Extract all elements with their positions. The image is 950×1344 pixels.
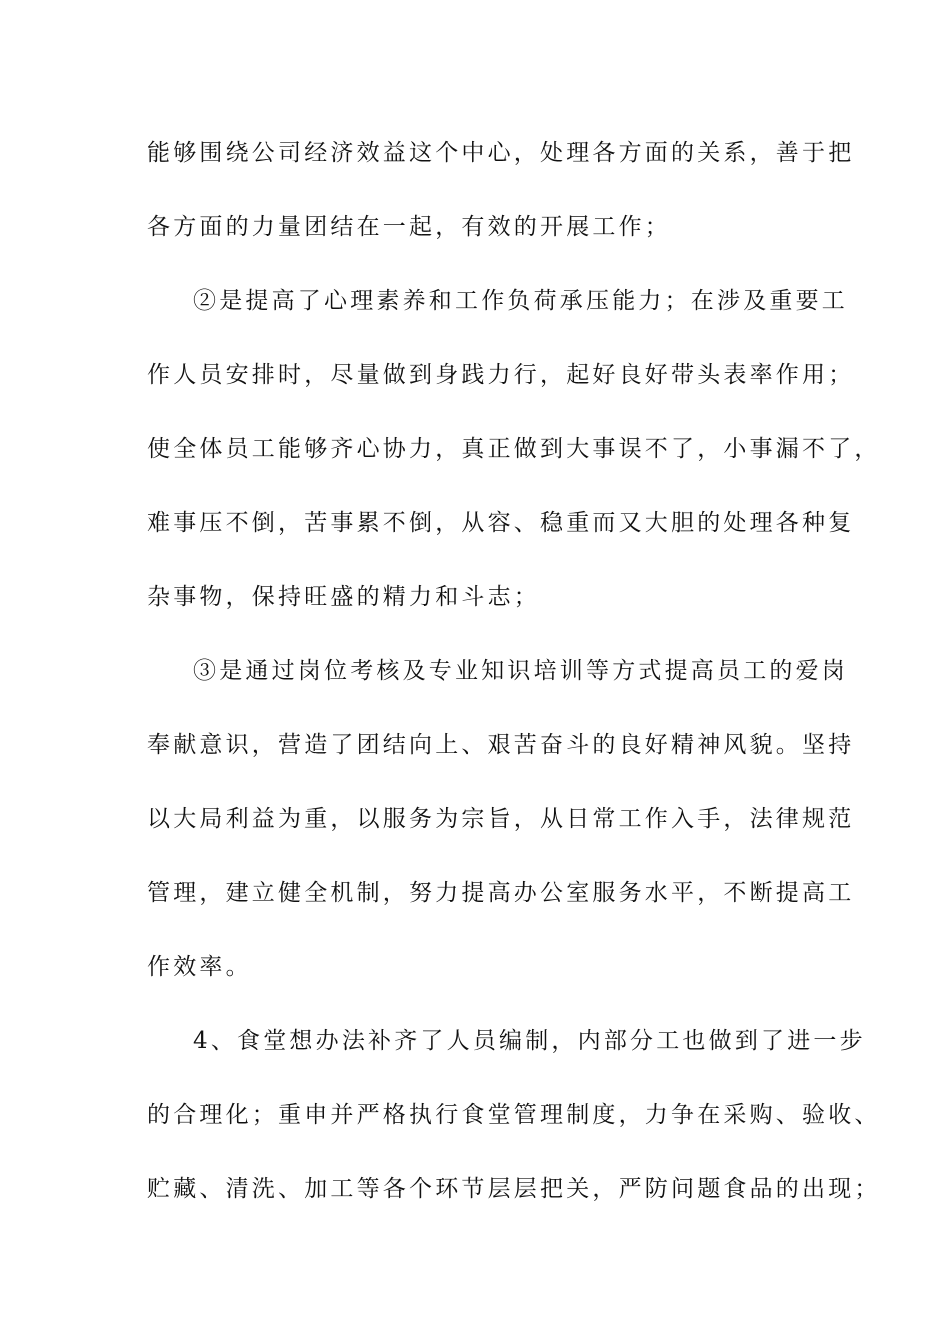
text-line-8: ③是通过岗位考核及专业知识培训等方式提高员工的爱岗 bbox=[193, 658, 848, 684]
text-line-15: 贮藏、清洗、加工等各个环节层层把关，严防问题食品的出现； bbox=[147, 1176, 881, 1202]
text-line-9: 奉献意识，营造了团结向上、艰苦奋斗的良好精神风貌。坚持 bbox=[147, 732, 855, 758]
text-line-7: 杂事物，保持旺盛的精力和斗志； bbox=[147, 584, 540, 610]
text-line-12: 作效率。 bbox=[147, 954, 252, 980]
text-line-3: ②是提高了心理素养和工作负荷承压能力；在涉及重要工 bbox=[193, 288, 848, 314]
text-line-4: 作人员安排时，尽量做到身践力行，起好良好带头表率作用； bbox=[147, 362, 855, 388]
text-line-2: 各方面的力量团结在一起，有效的开展工作； bbox=[147, 214, 671, 240]
text-line-5: 使全体员工能够齐心协力，真正做到大事误不了，小事漏不了， bbox=[147, 436, 881, 462]
text-line-10: 以大局利益为重，以服务为宗旨，从日常工作入手，法律规范 bbox=[147, 806, 855, 832]
text-line-14: 的合理化；重申并严格执行食堂管理制度，力争在采购、验收、 bbox=[147, 1102, 881, 1128]
text-line-6: 难事压不倒，苦事累不倒，从容、稳重而又大胆的处理各种复 bbox=[147, 510, 855, 536]
text-line-1: 能够围绕公司经济效益这个中心，处理各方面的关系，善于把 bbox=[147, 140, 855, 166]
text-line-13: 4、食堂想办法补齐了人员编制，内部分工也做到了进一步 bbox=[193, 1028, 866, 1054]
text-line-11: 管理，建立健全机制，努力提高办公室服务水平，不断提高工 bbox=[147, 880, 855, 906]
